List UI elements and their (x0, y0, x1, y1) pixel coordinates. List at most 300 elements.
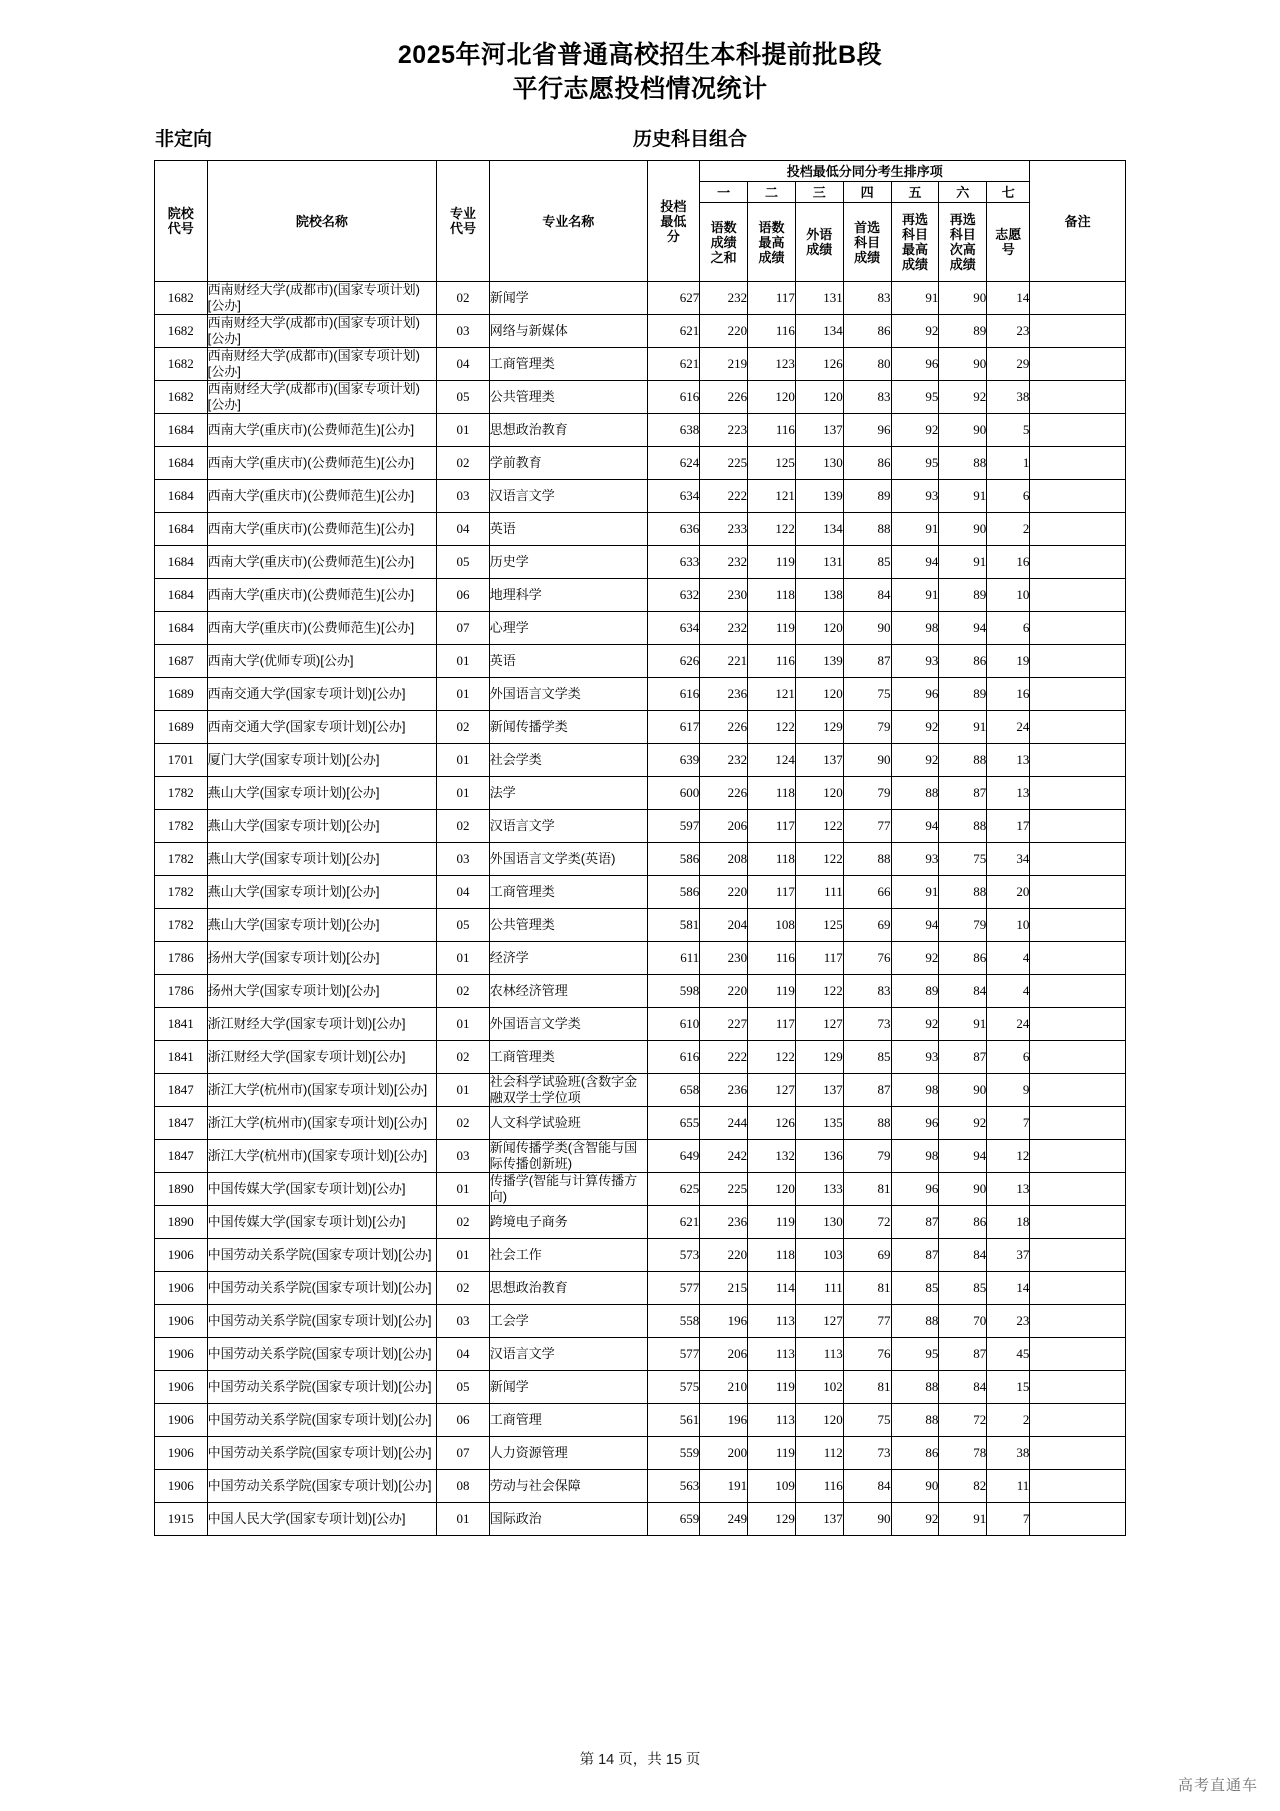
cell-remark (1030, 348, 1126, 381)
cell-volunteer-number: 15 (987, 1371, 1030, 1404)
header-major-code-line2: 代号 (449, 221, 476, 236)
cell-volunteer-number: 1 (987, 447, 1030, 480)
cell-major-code: 02 (437, 1272, 490, 1305)
cell-foreign-language: 126 (795, 348, 843, 381)
cell-first-choice-subject: 79 (843, 1140, 891, 1173)
table-row (155, 1206, 1126, 1239)
cell-reselect-second: 88 (939, 744, 987, 777)
header-rank-3: 三 (795, 182, 843, 203)
cell-foreign-language: 120 (795, 381, 843, 414)
cell-min-score: 561 (647, 1404, 700, 1437)
header-min-score-line1: 投档 (660, 198, 687, 214)
cell-min-score: 611 (647, 942, 700, 975)
cell-foreign-language: 102 (795, 1371, 843, 1404)
cell-volunteer-number: 9 (987, 1074, 1030, 1107)
header-rank-2: 二 (748, 182, 796, 203)
cell-school-code: 1684 (155, 513, 208, 546)
cell-major-name: 工商管理类 (489, 348, 647, 381)
admission-table-wrapper (154, 160, 1126, 1536)
cell-major-name: 外国语言文学类(英语) (489, 843, 647, 876)
cell-chinese-math-sum: 236 (700, 1206, 748, 1239)
cell-reselect-second: 91 (939, 711, 987, 744)
cell-remark (1030, 480, 1126, 513)
enrollment-category-label: 非定向 (155, 129, 213, 150)
cell-volunteer-number: 34 (987, 843, 1030, 876)
cell-chinese-math-max: 116 (748, 942, 796, 975)
cell-reselect-max: 86 (891, 1437, 939, 1470)
cell-first-choice-subject: 76 (843, 1338, 891, 1371)
cell-volunteer-number: 4 (987, 942, 1030, 975)
table-row (155, 546, 1126, 579)
cell-school-name: 西南财经大学(成都市)(国家专项计划)[公办] (207, 282, 437, 315)
cell-major-code: 03 (437, 1140, 490, 1173)
cell-chinese-math-max: 118 (748, 1239, 796, 1272)
cell-major-code: 03 (437, 843, 490, 876)
cell-remark (1030, 579, 1126, 612)
cell-school-name: 中国劳动关系学院(国家专项计划)[公办] (207, 1239, 437, 1272)
cell-reselect-max: 89 (891, 975, 939, 1008)
cell-major-code: 04 (437, 1338, 490, 1371)
table-row (155, 843, 1126, 876)
cell-remark (1030, 810, 1126, 843)
cell-chinese-math-max: 124 (748, 744, 796, 777)
cell-school-code: 1701 (155, 744, 208, 777)
label-line: 成绩 (901, 257, 928, 272)
cell-first-choice-subject: 84 (843, 1470, 891, 1503)
cell-major-name: 传播学(智能与计算传播方向) (489, 1173, 647, 1206)
cell-major-name: 汉语言文学 (489, 1338, 647, 1371)
cell-min-score: 627 (647, 282, 700, 315)
cell-chinese-math-max: 108 (748, 909, 796, 942)
cell-major-code: 05 (437, 909, 490, 942)
cell-reselect-second: 88 (939, 876, 987, 909)
cell-reselect-second: 86 (939, 645, 987, 678)
cell-chinese-math-max: 123 (748, 348, 796, 381)
cell-reselect-max: 88 (891, 1371, 939, 1404)
cell-remark (1030, 1173, 1126, 1206)
table-row (155, 1173, 1126, 1206)
cell-major-name: 新闻传播学类(含智能与国际传播创新班) (489, 1140, 647, 1173)
table-row (155, 1470, 1126, 1503)
cell-first-choice-subject: 73 (843, 1437, 891, 1470)
cell-school-name: 燕山大学(国家专项计划)[公办] (207, 909, 437, 942)
cell-volunteer-number: 14 (987, 282, 1030, 315)
cell-school-name: 中国劳动关系学院(国家专项计划)[公办] (207, 1371, 437, 1404)
cell-major-code: 02 (437, 282, 490, 315)
header-min-score-line2: 最低 (660, 213, 687, 229)
cell-volunteer-number: 38 (987, 381, 1030, 414)
cell-remark (1030, 876, 1126, 909)
cell-school-name: 西南财经大学(成都市)(国家专项计划)[公办] (207, 381, 437, 414)
cell-reselect-second: 87 (939, 777, 987, 810)
cell-major-name: 汉语言文学 (489, 810, 647, 843)
cell-reselect-max: 93 (891, 645, 939, 678)
cell-major-code: 07 (437, 1437, 490, 1470)
cell-chinese-math-sum: 220 (700, 975, 748, 1008)
cell-remark (1030, 1206, 1126, 1239)
cell-min-score: 632 (647, 579, 700, 612)
cell-chinese-math-sum: 223 (700, 414, 748, 447)
cell-reselect-second: 82 (939, 1470, 987, 1503)
cell-reselect-second: 89 (939, 579, 987, 612)
cell-reselect-max: 92 (891, 414, 939, 447)
cell-major-name: 公共管理类 (489, 909, 647, 942)
header-remark: 备注 (1030, 161, 1126, 282)
cell-reselect-second: 86 (939, 942, 987, 975)
cell-volunteer-number: 24 (987, 711, 1030, 744)
cell-first-choice-subject: 81 (843, 1371, 891, 1404)
cell-first-choice-subject: 88 (843, 1107, 891, 1140)
cell-foreign-language: 122 (795, 975, 843, 1008)
cell-chinese-math-sum: 242 (700, 1140, 748, 1173)
cell-major-code: 04 (437, 876, 490, 909)
cell-major-name: 工商管理 (489, 1404, 647, 1437)
cell-major-code: 01 (437, 414, 490, 447)
document-title-line-2: 平行志愿投档情况统计 (512, 75, 768, 103)
label-line: 科目 (854, 234, 881, 250)
cell-reselect-second: 90 (939, 348, 987, 381)
cell-chinese-math-sum: 196 (700, 1404, 748, 1437)
cell-major-name: 工商管理类 (489, 876, 647, 909)
cell-chinese-math-sum: 206 (700, 810, 748, 843)
subject-header-row (0, 124, 1280, 150)
cell-school-name: 燕山大学(国家专项计划)[公办] (207, 777, 437, 810)
cell-major-code: 06 (437, 1404, 490, 1437)
cell-school-code: 1906 (155, 1305, 208, 1338)
cell-chinese-math-sum: 230 (700, 942, 748, 975)
cell-min-score: 636 (647, 513, 700, 546)
cell-chinese-math-max: 119 (748, 975, 796, 1008)
table-row (155, 744, 1126, 777)
cell-chinese-math-sum: 227 (700, 1008, 748, 1041)
cell-chinese-math-sum: 226 (700, 777, 748, 810)
cell-major-code: 01 (437, 678, 490, 711)
cell-remark (1030, 1107, 1126, 1140)
table-row (155, 381, 1126, 414)
cell-chinese-math-max: 116 (748, 414, 796, 447)
cell-chinese-math-max: 119 (748, 612, 796, 645)
cell-reselect-max: 91 (891, 579, 939, 612)
header-school-code-line1: 院校 (167, 206, 194, 221)
cell-reselect-max: 92 (891, 315, 939, 348)
cell-first-choice-subject: 73 (843, 1008, 891, 1041)
header-major-code (437, 161, 490, 282)
cell-volunteer-number: 24 (987, 1008, 1030, 1041)
cell-school-code: 1782 (155, 909, 208, 942)
cell-first-choice-subject: 79 (843, 711, 891, 744)
label-line: 再选 (901, 212, 928, 227)
cell-chinese-math-sum: 221 (700, 645, 748, 678)
cell-foreign-language: 138 (795, 579, 843, 612)
cell-major-name: 历史学 (489, 546, 647, 579)
cell-min-score: 659 (647, 1503, 700, 1536)
cell-first-choice-subject: 84 (843, 579, 891, 612)
cell-reselect-second: 91 (939, 1008, 987, 1041)
cell-school-code: 1782 (155, 810, 208, 843)
cell-reselect-max: 93 (891, 1041, 939, 1074)
cell-major-code: 01 (437, 744, 490, 777)
cell-major-name: 地理科学 (489, 579, 647, 612)
cell-first-choice-subject: 77 (843, 1305, 891, 1338)
cell-remark (1030, 1437, 1126, 1470)
cell-foreign-language: 103 (795, 1239, 843, 1272)
cell-first-choice-subject: 83 (843, 975, 891, 1008)
cell-volunteer-number: 5 (987, 414, 1030, 447)
cell-reselect-max: 92 (891, 942, 939, 975)
cell-volunteer-number: 12 (987, 1140, 1030, 1173)
cell-min-score: 610 (647, 1008, 700, 1041)
cell-first-choice-subject: 86 (843, 315, 891, 348)
cell-chinese-math-sum: 204 (700, 909, 748, 942)
cell-foreign-language: 122 (795, 843, 843, 876)
label-line: 外语 (806, 227, 833, 242)
cell-remark (1030, 447, 1126, 480)
cell-reselect-max: 96 (891, 1173, 939, 1206)
header-rank-6: 六 (939, 182, 987, 203)
cell-major-name: 思想政治教育 (489, 414, 647, 447)
cell-min-score: 625 (647, 1173, 700, 1206)
cell-major-code: 02 (437, 1107, 490, 1140)
label-line: 志愿 (995, 227, 1022, 242)
cell-min-score: 577 (647, 1338, 700, 1371)
label-line: 首选 (854, 219, 881, 235)
cell-remark (1030, 777, 1126, 810)
cell-reselect-max: 98 (891, 612, 939, 645)
cell-school-code: 1786 (155, 942, 208, 975)
cell-school-code: 1890 (155, 1173, 208, 1206)
cell-chinese-math-sum: 215 (700, 1272, 748, 1305)
cell-reselect-max: 92 (891, 711, 939, 744)
cell-remark (1030, 1239, 1126, 1272)
cell-remark (1030, 1470, 1126, 1503)
cell-major-name: 思想政治教育 (489, 1272, 647, 1305)
cell-chinese-math-sum: 196 (700, 1305, 748, 1338)
header-foreign-language-score (795, 203, 843, 282)
cell-first-choice-subject: 81 (843, 1272, 891, 1305)
cell-chinese-math-sum: 220 (700, 315, 748, 348)
cell-reselect-max: 88 (891, 1305, 939, 1338)
cell-school-name: 浙江财经大学(国家专项计划)[公办] (207, 1008, 437, 1041)
cell-reselect-second: 89 (939, 315, 987, 348)
cell-min-score: 621 (647, 1206, 700, 1239)
cell-school-name: 扬州大学(国家专项计划)[公办] (207, 975, 437, 1008)
cell-reselect-max: 87 (891, 1206, 939, 1239)
cell-school-name: 西南大学(重庆市)(公费师范生)[公办] (207, 513, 437, 546)
cell-major-name: 人力资源管理 (489, 1437, 647, 1470)
header-school-name: 院校名称 (207, 161, 437, 282)
document-title-line-1: 2025年河北省普通高校招生本科提前批B段 (397, 41, 883, 69)
cell-school-name: 西南大学(重庆市)(公费师范生)[公办] (207, 546, 437, 579)
cell-remark (1030, 1338, 1126, 1371)
cell-school-name: 浙江财经大学(国家专项计划)[公办] (207, 1041, 437, 1074)
cell-reselect-second: 92 (939, 1107, 987, 1140)
cell-major-name: 英语 (489, 513, 647, 546)
cell-min-score: 616 (647, 381, 700, 414)
cell-min-score: 600 (647, 777, 700, 810)
cell-major-name: 跨境电子商务 (489, 1206, 647, 1239)
cell-reselect-max: 95 (891, 1338, 939, 1371)
cell-foreign-language: 129 (795, 711, 843, 744)
cell-first-choice-subject: 79 (843, 777, 891, 810)
cell-remark (1030, 744, 1126, 777)
cell-foreign-language: 134 (795, 315, 843, 348)
table-row (155, 282, 1126, 315)
cell-foreign-language: 116 (795, 1470, 843, 1503)
cell-remark (1030, 678, 1126, 711)
cell-major-code: 01 (437, 1074, 490, 1107)
cell-first-choice-subject: 90 (843, 1503, 891, 1536)
cell-min-score: 598 (647, 975, 700, 1008)
cell-major-name: 外国语言文学类 (489, 1008, 647, 1041)
header-school-code-line2: 代号 (167, 221, 194, 236)
cell-school-code: 1786 (155, 975, 208, 1008)
cell-foreign-language: 131 (795, 546, 843, 579)
cell-first-choice-subject: 66 (843, 876, 891, 909)
cell-reselect-max: 95 (891, 447, 939, 480)
cell-min-score: 597 (647, 810, 700, 843)
cell-remark (1030, 843, 1126, 876)
header-min-score-line3: 分 (666, 228, 680, 244)
cell-volunteer-number: 29 (987, 348, 1030, 381)
cell-chinese-math-max: 116 (748, 645, 796, 678)
cell-reselect-second: 90 (939, 513, 987, 546)
cell-reselect-max: 94 (891, 810, 939, 843)
cell-remark (1030, 1371, 1126, 1404)
label-line: 成绩 (949, 257, 976, 272)
cell-major-code: 02 (437, 1041, 490, 1074)
cell-remark (1030, 645, 1126, 678)
cell-major-code: 04 (437, 348, 490, 381)
cell-major-code: 01 (437, 1503, 490, 1536)
cell-min-score: 563 (647, 1470, 700, 1503)
cell-foreign-language: 120 (795, 678, 843, 711)
label-line: 成绩 (758, 249, 785, 265)
cell-major-name: 人文科学试验班 (489, 1107, 647, 1140)
header-chinese-math-max (748, 203, 796, 282)
cell-major-code: 06 (437, 579, 490, 612)
cell-school-code: 1684 (155, 612, 208, 645)
cell-school-code: 1841 (155, 1008, 208, 1041)
cell-min-score: 575 (647, 1371, 700, 1404)
cell-major-name: 社会学类 (489, 744, 647, 777)
cell-major-name: 国际政治 (489, 1503, 647, 1536)
cell-min-score: 616 (647, 1041, 700, 1074)
cell-foreign-language: 111 (795, 876, 843, 909)
cell-chinese-math-max: 119 (748, 1371, 796, 1404)
cell-foreign-language: 131 (795, 282, 843, 315)
cell-school-code: 1682 (155, 282, 208, 315)
header-row-group-title (155, 161, 1126, 182)
cell-chinese-math-max: 121 (748, 678, 796, 711)
cell-major-name: 英语 (489, 645, 647, 678)
label-line: 成绩 (854, 249, 881, 265)
cell-foreign-language: 120 (795, 777, 843, 810)
cell-first-choice-subject: 83 (843, 282, 891, 315)
cell-first-choice-subject: 85 (843, 1041, 891, 1074)
cell-chinese-math-sum: 222 (700, 1041, 748, 1074)
cell-chinese-math-sum: 219 (700, 348, 748, 381)
header-tiebreak-group: 投档最低分同分考生排序项 (700, 161, 1030, 182)
cell-reselect-max: 92 (891, 1503, 939, 1536)
cell-major-name: 社会科学试验班(含数字金融双学士学位项 (489, 1074, 647, 1107)
cell-chinese-math-sum: 208 (700, 843, 748, 876)
cell-foreign-language: 112 (795, 1437, 843, 1470)
cell-school-name: 浙江大学(杭州市)(国家专项计划)[公办] (207, 1140, 437, 1173)
cell-volunteer-number: 13 (987, 744, 1030, 777)
cell-major-name: 新闻传播学类 (489, 711, 647, 744)
cell-major-name: 工商管理类 (489, 1041, 647, 1074)
header-rank-4: 四 (843, 182, 891, 203)
header-major-name: 专业名称 (489, 161, 647, 282)
table-row (155, 1404, 1126, 1437)
cell-first-choice-subject: 83 (843, 381, 891, 414)
cell-school-code: 1906 (155, 1239, 208, 1272)
cell-min-score: 621 (647, 315, 700, 348)
cell-chinese-math-max: 109 (748, 1470, 796, 1503)
cell-school-code: 1890 (155, 1206, 208, 1239)
cell-remark (1030, 909, 1126, 942)
header-rank-7: 七 (987, 182, 1030, 203)
cell-remark (1030, 381, 1126, 414)
cell-reselect-second: 89 (939, 678, 987, 711)
cell-volunteer-number: 6 (987, 612, 1030, 645)
cell-first-choice-subject: 69 (843, 909, 891, 942)
cell-reselect-second: 90 (939, 1173, 987, 1206)
cell-foreign-language: 111 (795, 1272, 843, 1305)
cell-chinese-math-max: 118 (748, 777, 796, 810)
cell-remark (1030, 942, 1126, 975)
cell-reselect-second: 90 (939, 282, 987, 315)
cell-school-name: 西南大学(重庆市)(公费师范生)[公办] (207, 447, 437, 480)
table-row (155, 348, 1126, 381)
cell-min-score: 621 (647, 348, 700, 381)
cell-reselect-max: 96 (891, 678, 939, 711)
cell-reselect-second: 90 (939, 414, 987, 447)
cell-volunteer-number: 2 (987, 1404, 1030, 1437)
cell-major-name: 汉语言文学 (489, 480, 647, 513)
cell-first-choice-subject: 86 (843, 447, 891, 480)
cell-major-code: 01 (437, 1239, 490, 1272)
table-row (155, 579, 1126, 612)
cell-school-code: 1687 (155, 645, 208, 678)
label-line: 最高 (758, 234, 785, 250)
cell-volunteer-number: 17 (987, 810, 1030, 843)
cell-reselect-max: 92 (891, 1008, 939, 1041)
cell-volunteer-number: 37 (987, 1239, 1030, 1272)
table-row (155, 1074, 1126, 1107)
cell-reselect-max: 85 (891, 1272, 939, 1305)
cell-reselect-second: 91 (939, 1503, 987, 1536)
cell-chinese-math-sum: 232 (700, 546, 748, 579)
cell-first-choice-subject: 72 (843, 1206, 891, 1239)
cell-foreign-language: 127 (795, 1008, 843, 1041)
table-row (155, 1305, 1126, 1338)
cell-first-choice-subject: 77 (843, 810, 891, 843)
cell-min-score: 559 (647, 1437, 700, 1470)
cell-first-choice-subject: 90 (843, 612, 891, 645)
table-head (155, 161, 1126, 282)
cell-major-name: 新闻学 (489, 1371, 647, 1404)
table-row (155, 1371, 1126, 1404)
cell-school-code: 1682 (155, 381, 208, 414)
cell-foreign-language: 135 (795, 1107, 843, 1140)
cell-chinese-math-sum: 244 (700, 1107, 748, 1140)
cell-volunteer-number: 13 (987, 1173, 1030, 1206)
cell-major-code: 07 (437, 612, 490, 645)
cell-chinese-math-sum: 222 (700, 480, 748, 513)
cell-chinese-math-sum: 230 (700, 579, 748, 612)
page-footer: 第 14 页，共 15 页 (579, 1752, 701, 1768)
